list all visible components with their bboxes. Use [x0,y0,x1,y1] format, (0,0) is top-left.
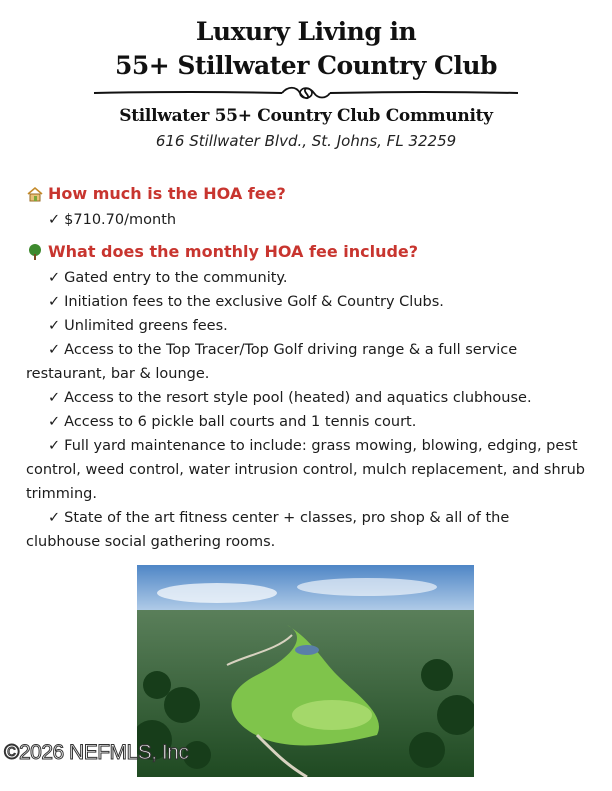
check-icon: ✓ [48,414,61,430]
check-icon: ✓ [48,294,61,310]
question-text: How much is the HOA fee? [48,184,286,203]
list-item: ✓ Access to the Top Tracer/Top Golf driving range & a full service restaurant, bar & lounge. [26,342,518,382]
tree-icon [26,243,44,261]
list-item: ✓ Full yard maintenance to include: grass mowing, blowing, edging, pest control, weed control, water intrusion control, mulch replacement, and shrub trimming. [26,438,586,502]
question-text: What does the monthly HOA fee include? [48,242,419,261]
copyright-watermark: ©2026 NEFMLS, Inc [4,741,189,764]
list-item: ✓ Unlimited greens fees. [48,318,228,334]
faq-question-hoa-fee [26,180,586,208]
list-item: ✓ Access to the resort style pool (heated) and aquatics clubhouse. [48,390,532,406]
list-item: ✓ $710.70/month [48,212,177,228]
check-icon: ✓ [48,390,61,406]
list-item: ✓ Gated entry to the community. [48,270,288,286]
check-icon: ✓ [48,342,61,358]
list-item: ✓ Initiation fees to the exclusive Golf & Country Clubs. [48,294,444,310]
check-icon: ✓ [48,318,61,334]
list-item: ✓ Access to 6 pickle ball courts and 1 tennis court. [48,414,417,430]
title-line-1: Luxury Living in [195,17,417,46]
community-subtitle: Stillwater 55+ Country Club Community [119,106,493,126]
ornamental-divider [92,83,520,103]
community-address: 616 Stillwater Blvd., St. Johns, FL 32259 [155,132,457,150]
check-icon: ✓ [48,212,61,228]
check-icon: ✓ [48,438,61,454]
title-line-2: 55+ Stillwater Country Club [114,51,497,80]
check-icon: ✓ [48,270,61,286]
faq-section [26,180,586,554]
house-icon [26,185,44,203]
check-icon: ✓ [48,510,61,526]
list-item: ✓ State of the art fitness center + classes, pro shop & all of the clubhouse social gathering rooms. [26,510,510,550]
faq-question-hoa-includes [26,238,586,266]
